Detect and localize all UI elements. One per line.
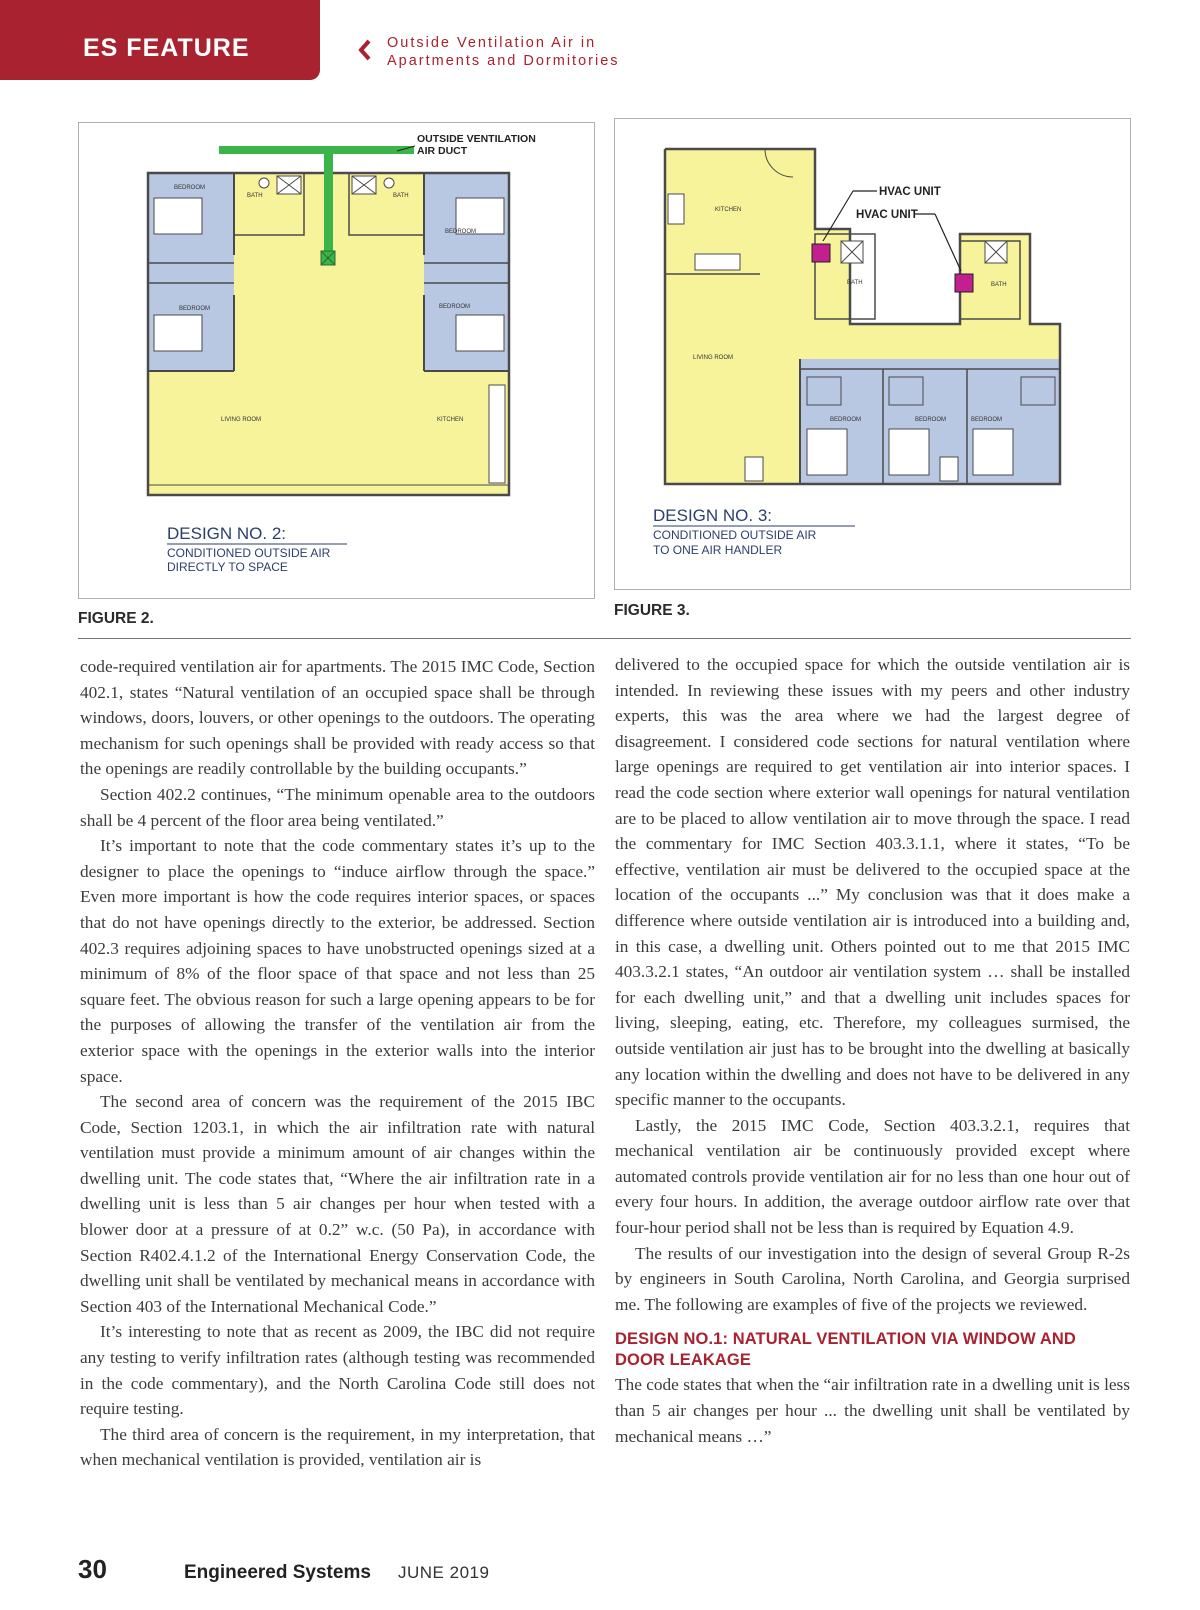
paragraph: Section 402.2 continues, “The minimum openable area to the outdoors shall be 4 percent of the floor area being ventilated.” [80, 784, 595, 830]
label-bedroom-br: BEDROOM [439, 304, 471, 310]
label-bedroom-1: BEDROOM [830, 417, 862, 423]
label-bath-left: BATH [247, 193, 263, 199]
label-kitchen: KITCHEN [437, 417, 464, 423]
paragraph: delivered to the occupied space for which the outside ventilation air is intended. In reviewing these issues with my peers and other industry experts, this was the area where we had the largest degree of disagreement. I considered code sections for natural ventilation where large openings are required to get ventilation air into interior spaces. I read the code section where exterior wall openings for natural ventilation are to be placed to allow ventilation air to move through the space. I read the commentary for IMC Section 403.3.1.1, where it states, “To be effective, ventilation air must be delivered to the occupied space at the location of the occupants ...” My conclusion was that it does make a difference where outside ventilation air is introduced into a building and, in this case, a dwelling unit. Others pointed out to me that 2015 IMC 403.3.2.1 states, “An outdoor air ventilation system … shall be installed for each dwelling unit,” and that a dwelling unit includes spaces for living, sleeping, eating, etc. Therefore, my colleagues surmised, the outside ventilation air just has to be brought into the dwelling at basically any location within the dwelling and does not have to be delivered in any specific manner to the occupants. [615, 655, 1130, 1110]
duct-callout-line-1: OUTSIDE VENTILATION [417, 133, 536, 145]
paragraph: It’s interesting to note that as recent as 2009, the IBC did not require any testing to verify infiltration rates (although testing was recommended in the code commentary), and the North Carolina Code still does not require testing. [80, 1322, 595, 1419]
design-3-title: DESIGN NO. 3: [653, 506, 773, 525]
paragraph: The second area of concern was the requirement of the 2015 IBC Code, Section 1203.1, in which the air infiltration rate with natural ventilation must provide a minimum amount of air changes within the dwelling unit. The code states that, “Where the air infiltration rate in a dwelling unit is less than 5 air changes per hour when tested with a blower door at a pressure of at 0.2” w.c. (50 Pa), in accordance with Section R402.4.1.2 of the International Energy Conservation Code, the dwelling unit shall be ventilated by mechanical means in accordance with Section 403 of the International Mechanical Code.” [80, 1092, 595, 1316]
figure-3-floorplan [614, 118, 1131, 590]
label-bath-right: BATH [393, 193, 409, 199]
label-bedroom-2: BEDROOM [915, 417, 947, 423]
section-tab-label: ES FEATURE [83, 34, 250, 62]
paragraph: code-required ventilation air for apartments. The 2015 IMC Code, Section 402.1, states “Natural ventilation of an occupied space shall be through windows, doors, louvers, or other openings to the outdoors. The operating mechanism for such openings shall be provided with ready access so that the openings are readily controllable by the building occupants.” [80, 657, 595, 779]
paragraph: The results of our investigation into the design of several Group R-2s by engineers in South Carolina, North Carolina, and Georgia surprised me. The following are examples of five of the projects we reviewed. [615, 1243, 1130, 1314]
topic-line-1: Outside Ventilation Air in [387, 35, 597, 51]
label-bedroom-bl: BEDROOM [179, 306, 211, 312]
figure-3-label: FIGURE 3. [614, 602, 690, 619]
hvac-unit-label-2: HVAC UNIT [856, 209, 918, 221]
label-kitchen: KITCHEN [715, 207, 742, 213]
topic-line-2: Apartments and Dormitories [387, 53, 620, 69]
issue-date: JUNE 2019 [398, 1563, 490, 1582]
page-number: 30 [78, 1554, 107, 1584]
chevron-left-icon[interactable] [357, 38, 373, 62]
figure-2-label: FIGURE 2. [78, 610, 154, 627]
figure-2-floorplan [78, 122, 595, 599]
label-bedroom-tl: BEDROOM [174, 185, 206, 191]
label-bath-left: BATH [847, 280, 863, 286]
section-divider [78, 638, 1131, 639]
paragraph: It’s important to note that the code commentary states it’s up to the designer to place the openings to “induce airflow through the space.” Even more important is how the code requires interior spaces, or spaces that do not have openings directly to the exterior, be addressed. Section 402.3 requires adjoining spaces to have unobstructed openings sized at a minimum of 8% of the floor space of that space and not less than 25 square feet. The obvious reason for such a large opening appears to be for the purposes of allowing the transfer of the ventilation air from the exterior space with the openings in the exterior walls into the interior space. [80, 836, 595, 1086]
label-living-room: LIVING ROOM [221, 417, 262, 423]
label-bedroom-tr: BEDROOM [445, 229, 477, 235]
design-2-title: DESIGN NO. 2: [167, 524, 287, 543]
publication-name: Engineered Systems [184, 1562, 371, 1583]
floorplan-design-2 [79, 123, 596, 600]
label-bath-right: BATH [991, 282, 1007, 288]
design-3-sub-2: TO ONE AIR HANDLER [653, 543, 783, 557]
label-bedroom-3: BEDROOM [971, 417, 1003, 423]
paragraph: The code states that when the “air infiltration rate in a dwelling unit is less than 5 air changes per hour ... the dwelling unit shall be ventilated by mechanical means …” [615, 1375, 1130, 1446]
paragraph: Lastly, the 2015 IMC Code, Section 403.3.2.1, requires that mechanical ventilation air be continuously provided except where automated controls provide ventilation air for no less than one hour out of every four hours. In addition, the average outdoor airflow rate over that four-hour period shall not be less than is required by Equation 4.9. [615, 1115, 1130, 1238]
hvac-unit-label-1: HVAC UNIT [879, 186, 941, 198]
paragraph: The third area of concern is the requirement, in my interpretation, that when mechanical ventilation is provided, ventilation air is [80, 1424, 595, 1470]
design-2-sub-1: CONDITIONED OUTSIDE AIR [167, 546, 331, 560]
article-topic[interactable] [387, 34, 620, 70]
design-1-subheading: DESIGN NO.1: NATURAL VENTILATION VIA WINDOW AND DOOR LEAKAGE [615, 1330, 1076, 1370]
design-3-sub-1: CONDITIONED OUTSIDE AIR [653, 528, 817, 542]
body-column-right [615, 652, 1130, 1449]
design-2-sub-2: DIRECTLY TO SPACE [167, 560, 288, 574]
body-column-left [80, 654, 595, 1473]
duct-callout-line-2: AIR DUCT [417, 145, 468, 157]
floorplan-design-3 [615, 119, 1132, 591]
label-living-room: LIVING ROOM [693, 355, 734, 361]
section-tab [0, 0, 320, 80]
